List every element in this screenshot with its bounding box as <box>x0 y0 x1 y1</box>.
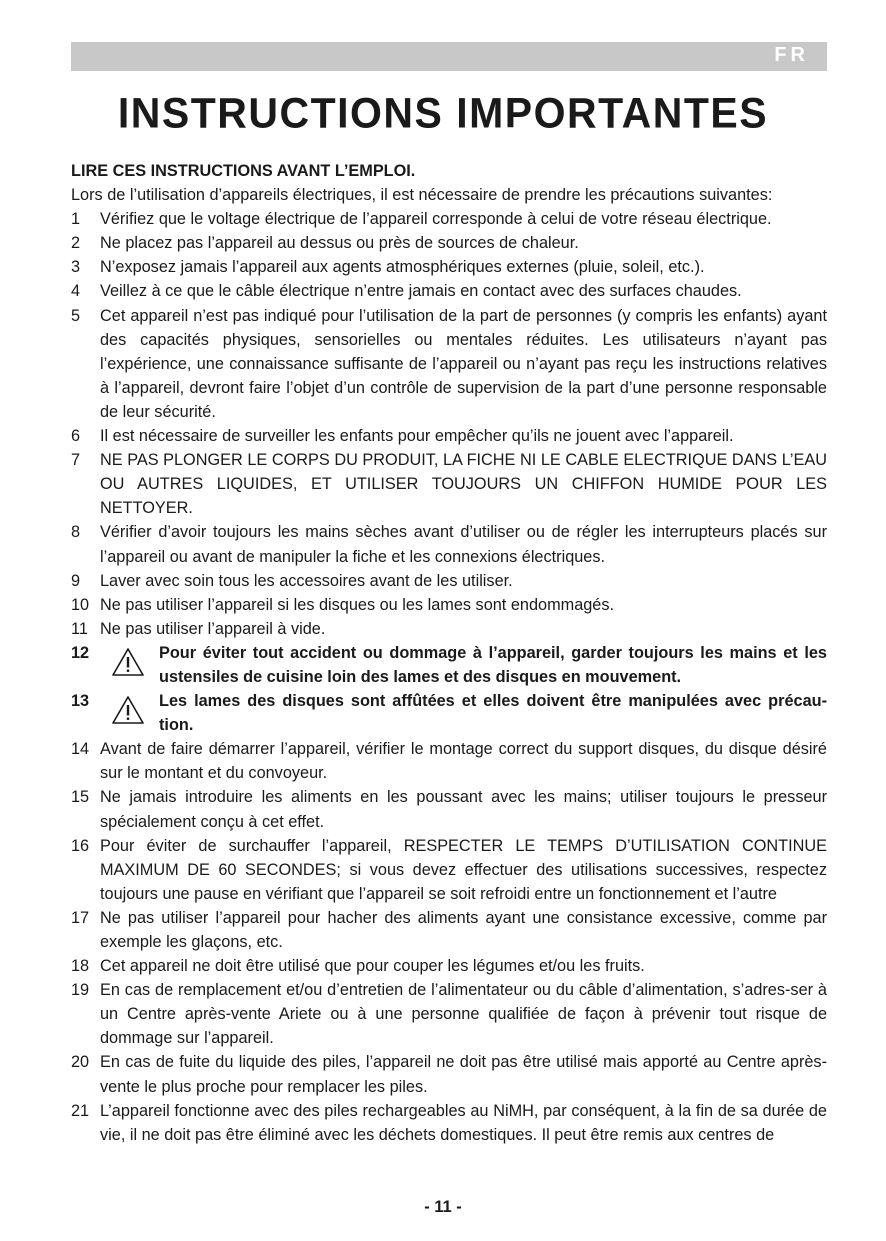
item-number: 11 <box>71 619 88 638</box>
instruction-item <box>71 1099 827 1147</box>
item-number: 7 <box>71 451 81 470</box>
item-text: NE PAS PLONGER LE CORPS DU PRODUIT, LA FICHE NI LE CABLE ELECTRIQUE DANS L’EAU OU AUTRES LIQUIDES, ET UTILISER TOUJOURS UN CHIFFON HUMIDE POUR LES NETTOYER. <box>100 451 827 518</box>
instruction-item <box>71 1050 827 1098</box>
section-heading: LIRE CES INSTRUCTIONS AVANT L’EMPLOI. <box>71 162 416 180</box>
item-text: Ne placez pas l’appareil au dessus ou près de sources de chaleur. <box>100 234 579 253</box>
item-number: 4 <box>71 282 81 301</box>
item-number: 1 <box>71 210 81 229</box>
item-number: 21 <box>71 1101 90 1120</box>
item-text: Pour éviter de surchauffer l’appareil, RESPECTER LE TEMPS D’UTILISATION CONTINUE MAXIMUM DE 60 SECONDES; si vous devez effectuer des utilisations successives, respectez toujours une pause en vérifiant que l’appareil se soit refroidi entre un fonctionnement et l’autre <box>100 836 827 903</box>
page-number: - 11 - <box>424 1198 462 1216</box>
warning-triangle-icon <box>111 695 145 725</box>
instructions-content <box>71 159 827 1147</box>
item-number: 10 <box>71 595 90 614</box>
item-number: 19 <box>71 981 90 1000</box>
item-text: Ne jamais introduire les aliments en les poussant avec les mains; utiliser toujours le presseur spécialement conçu à cet effet. <box>100 788 827 831</box>
item-number: 15 <box>71 788 90 807</box>
item-number: 13 <box>71 692 90 711</box>
instruction-item <box>71 279 827 303</box>
item-number: 3 <box>71 258 81 277</box>
item-text: L’appareil fonctionne avec des piles rechargeables au NiMH, par conséquent, à la fin de sa durée de vie, il ne doit pas être éliminé avec les déchets domestiques. Il peut être remis aux centres de <box>100 1101 827 1144</box>
item-number: 5 <box>71 306 81 325</box>
instruction-item <box>71 737 827 785</box>
item-number: 18 <box>71 957 90 976</box>
instruction-item <box>71 593 827 617</box>
item-text: En cas de fuite du liquide des piles, l’appareil ne doit pas être utilisé mais apporté au Centre après-vente le plus proche pour remplacer les piles. <box>100 1053 827 1096</box>
instruction-item <box>71 448 827 520</box>
item-text: N’exposez jamais l’appareil aux agents atmosphériques externes (pluie, soleil, etc.). <box>100 258 705 277</box>
item-number: 14 <box>71 740 90 759</box>
instruction-item <box>71 906 827 954</box>
item-text: Il est nécessaire de surveiller les enfants pour empêcher qu’ils ne jouent avec l’appareil. <box>100 427 734 446</box>
instruction-item <box>71 231 827 255</box>
instruction-item <box>71 954 827 978</box>
item-text: En cas de remplacement et/ou d’entretien de l’alimentateur ou du câble d’alimentation, s’adres-ser à un Centre après-vente Ariete ou à une personne qualifiée de façon à prévenir tout risque de dommage sur l’appareil. <box>100 981 827 1048</box>
item-text: Les lames des disques sont affûtées et elles doivent être manipulées avec précau-tion. <box>159 692 827 735</box>
instruction-list <box>71 207 827 1147</box>
item-text: Ne pas utiliser l’appareil pour hacher des aliments ayant une consistance excessive, comme par exemple les glaçons, etc. <box>100 908 827 951</box>
instruction-item <box>71 689 827 737</box>
item-number: 8 <box>71 523 81 542</box>
item-number: 16 <box>71 836 90 855</box>
instruction-item <box>71 617 827 641</box>
item-text: Cet appareil n’est pas indiqué pour l’utilisation de la part de personnes (y compris les enfants) ayant des capacités physiques, sensorielles ou mentales réduites. Les utilisateurs n’ayant pas l’expérience, une connaissance suffisante de l’appareil ou n’ayant pas reçu les instructions relatives à l’appareil, devront faire l’objet d’un contrôle de supervision de la part d’une personne responsable de leur sécurité. <box>100 306 827 421</box>
intro-text: Lors de l’utilisation d’appareils électriques, il est nécessaire de prendre les précautions suivantes: <box>71 186 773 205</box>
instruction-item <box>71 785 827 833</box>
instruction-item <box>71 641 827 689</box>
instruction-item <box>71 304 827 424</box>
instruction-item <box>71 834 827 906</box>
item-text: Laver avec soin tous les accessoires avant de les utiliser. <box>100 571 513 590</box>
language-code: FR <box>774 44 809 66</box>
warning-triangle-icon <box>111 647 145 677</box>
language-bar <box>71 42 827 71</box>
instruction-item <box>71 978 827 1050</box>
item-number: 2 <box>71 234 81 253</box>
item-text: Ne pas utiliser l’appareil si les disques ou les lames sont endommagés. <box>100 595 615 614</box>
item-number: 12 <box>71 643 90 662</box>
page-title: INSTRUCTIONS IMPORTANTES <box>117 88 769 138</box>
instruction-item <box>71 207 827 231</box>
instruction-item <box>71 255 827 279</box>
item-text: Avant de faire démarrer l’appareil, vérifier le montage correct du support disques, du disque désiré sur le montant et du convoyeur. <box>100 740 827 783</box>
item-text: Veillez à ce que le câble électrique n’entre jamais en contact avec des surfaces chaudes. <box>100 282 742 301</box>
item-text: Vérifier d’avoir toujours les mains sèches avant d’utiliser ou de régler les interrupteurs placés sur l’appareil ou avant de manipuler la fiche et les connexions électriques. <box>100 523 827 566</box>
item-text: Vérifiez que le voltage électrique de l’appareil corresponde à celui de votre réseau électrique. <box>100 210 772 229</box>
instruction-item <box>71 569 827 593</box>
item-text: Pour éviter tout accident ou dommage à l’appareil, garder toujours les mains et les ustensiles de cuisine loin des lames et des disques en mouvement. <box>159 643 827 686</box>
item-number: 6 <box>71 427 81 446</box>
instruction-item <box>71 424 827 448</box>
item-number: 17 <box>71 908 90 927</box>
item-number: 20 <box>71 1053 90 1072</box>
instruction-item <box>71 520 827 568</box>
item-text: Cet appareil ne doit être utilisé que pour couper les légumes et/ou les fruits. <box>100 957 645 976</box>
item-number: 9 <box>71 571 81 590</box>
item-text: Ne pas utiliser l’appareil à vide. <box>100 619 326 638</box>
